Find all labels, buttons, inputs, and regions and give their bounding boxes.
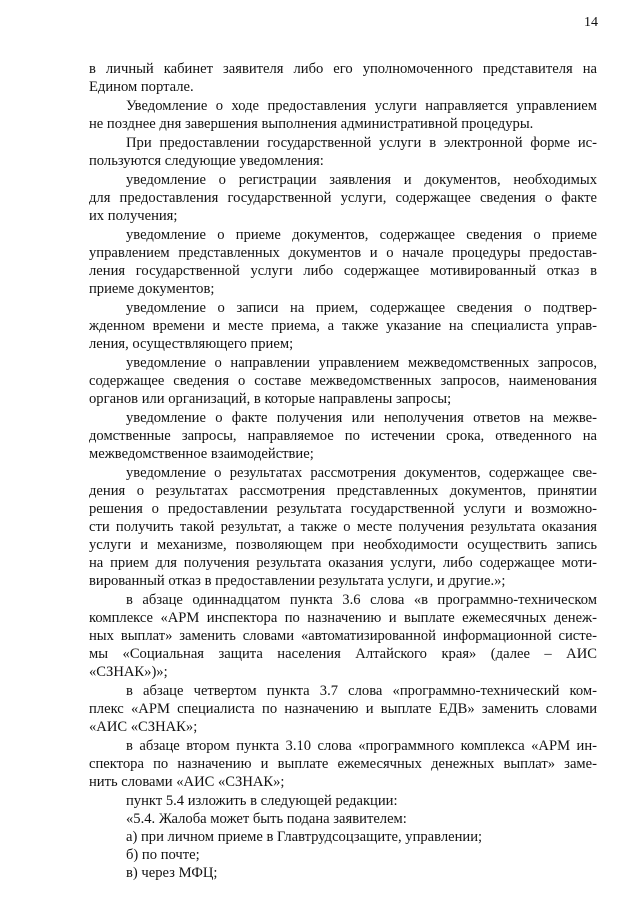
text-line: пользуются следующие уведомления:: [89, 153, 324, 169]
text-line: жденном времени и месте приема, а также указание на специалиста управ-: [89, 318, 597, 334]
text-line: При предоставлении государственной услуги в электронной форме ис-: [126, 135, 597, 151]
text-line: пункт 5.4 изложить в следующей редакции:: [126, 793, 398, 809]
text-line: ных выплат» заменить словами «автоматизированной информационной систе-: [89, 628, 597, 644]
text-line: уведомление о записи на прием, содержащее сведения о подтвер-: [126, 300, 597, 316]
text-line: Уведомление о ходе предоставления услуги направляется управлением: [126, 98, 597, 114]
text-line: «СЗНАК»)»;: [89, 664, 168, 680]
text-line: уведомление о регистрации заявления и документов, необходимых: [126, 172, 597, 188]
page-number: 14: [584, 15, 598, 30]
text-line: приеме документов;: [89, 281, 215, 297]
text-line: в абзаце одиннадцатом пункта 3.6 слова «в программно-техническом: [126, 592, 597, 608]
text-line: мы «Социальная защита населения Алтайского края» (далее – АИС: [89, 646, 597, 662]
text-line: содержащее сведения о составе межведомственных запросов, наименования: [89, 373, 597, 389]
text-line: «5.4. Жалоба может быть подана заявителем:: [126, 811, 407, 827]
text-line: уведомление о факте получения или неполучения ответов на межве-: [126, 410, 597, 426]
text-line: домственные запросы, направляемое по истечении срока, отведенного на: [89, 428, 597, 444]
text-line: не позднее дня завершения выполнения административной процедуры.: [89, 116, 534, 132]
text-line: органов или организаций, в которые направлены запросы;: [89, 391, 452, 407]
text-line: на прием для получения результата оказания услуги, либо содержащее моти-: [89, 555, 597, 571]
text-line: уведомление о направлении управлением межведомственных запросов,: [126, 355, 597, 371]
text-line: плекс «АРМ специалиста по назначению и выплате ЕДВ» заменить словами: [89, 701, 597, 717]
text-line: ления государственной услуги либо содержащее мотивированный отказ в: [89, 263, 597, 279]
text-line: Едином портале.: [89, 79, 194, 95]
text-line: б) по почте;: [126, 847, 200, 863]
text-line: межведомственное взаимодействие;: [89, 446, 314, 462]
text-line: дения о результатах рассмотрения представленных документов, принятии: [89, 483, 597, 499]
text-line: нить словами «АИС «СЗНАК»;: [89, 774, 285, 790]
text-line: сти получить такой результат, а также о месте получения результата оказания: [89, 519, 597, 535]
text-line: их получения;: [89, 208, 178, 224]
text-line: управлением представленных документов и о начале процедуры предостав-: [89, 245, 597, 261]
text-line: решения о предоставлении результата государственной услуги и возможно-: [89, 501, 597, 517]
text-line: для предоставления государственной услуги, содержащее сведения о факте: [89, 190, 597, 206]
text-line: в) через МФЦ;: [126, 865, 218, 881]
text-line: в абзаце четвертом пункта 3.7 слова «программно-технический ком-: [126, 683, 597, 699]
text-line: в личный кабинет заявителя либо его уполномоченного представителя на: [89, 61, 597, 77]
text-line: в абзаце втором пункта 3.10 слова «программного комплекса «АРМ ин-: [126, 738, 597, 754]
text-line: уведомление о результатах рассмотрения документов, содержащее све-: [126, 465, 597, 481]
text-line: «АИС «СЗНАК»;: [89, 719, 198, 735]
text-line: уведомление о приеме документов, содержащее сведения о приеме: [126, 227, 597, 243]
text-line: комплексе «АРМ инспектора по назначению и выплате ежемесячных денеж-: [89, 610, 597, 626]
text-line: ления, осуществляющего прием;: [89, 336, 294, 352]
text-line: спектора по назначению и выплате ежемесячных денежных выплат» заме-: [89, 756, 597, 772]
text-line: услуги и механизме, позволяющем при необходимости осуществить запись: [89, 537, 597, 553]
text-line: вированный отказ в предоставлении результата услуги, и другие.»;: [89, 573, 506, 589]
text-line: а) при личном приеме в Главтрудсоцзащите, управлении;: [126, 829, 483, 845]
